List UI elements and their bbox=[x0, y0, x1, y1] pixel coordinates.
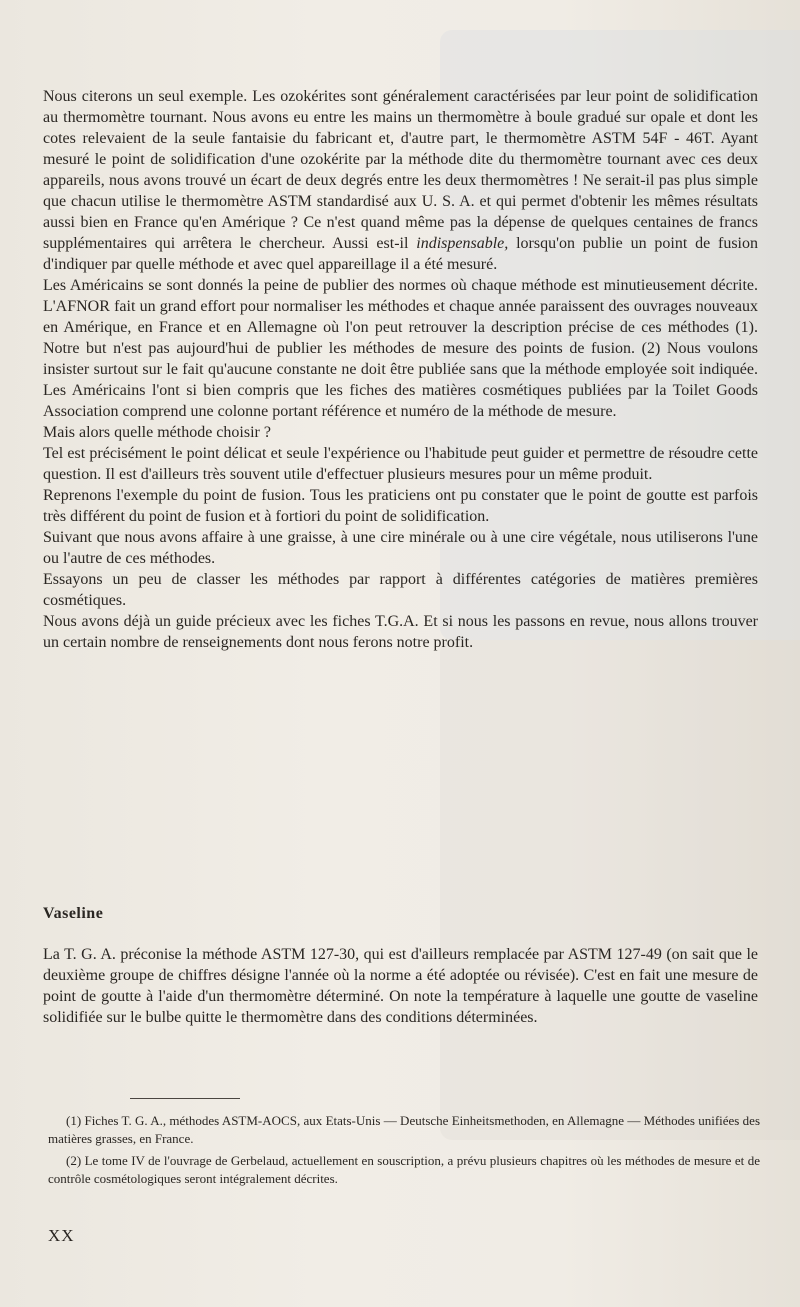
footnote: (2) Le tome IV de l'ouvrage de Gerbelaud, actuellement en souscription, a prévu plusieurs chapitres où les méthodes de mesure et de contrôle cosmétologiques seront intégralement décrites. bbox=[48, 1153, 760, 1186]
paragraph-text: lorsqu'on publie un point de fusion d'indiquer par quelle méthode et avec quel appareillage il a été mesuré. bbox=[43, 235, 758, 273]
show-through-area bbox=[440, 640, 800, 1140]
footnote-divider bbox=[130, 1098, 240, 1099]
section-text bbox=[43, 944, 758, 1028]
paragraph-text: Nous citerons un seul exemple. Les ozokérites sont généralement caractérisées par leur point de solidification au thermomètre tournant. Nous avons eu entre les mains un thermomètre à boule gradué sur opale et dont les cotes relevaient de la seule fantaisie du fabricant et, d'autre part, le thermomètre ASTM 54F - 46T. Ayant mesuré le point de solidification d'une ozokérite par la méthode dite du thermomètre tournant avec ces deux appareils, nous avons trouvé un écart de deux degrés entre les deux thermomètres ! Ne serait-il pas plus simple que chacun utilise le thermomètre ASTM standardisé aux U. S. A. et qui permet d'obtenir les mêmes résultats aussi bien en France qu'en Amérique ? Ce n'est quand même pas la dépense de quelques centaines de francs supplémentaires qui arrêtera le chercheur. Aussi est-il bbox=[43, 88, 758, 252]
italic-text: indispensable, bbox=[416, 235, 509, 252]
paragraph bbox=[43, 86, 758, 275]
page-number: XX bbox=[48, 1226, 75, 1245]
paragraph: Tel est précisément le point délicat et seule l'expérience ou l'habitude peut guider et permettre de résoudre cette question. Il est d'ailleurs très souvent utile d'effectuer plusieurs mesures pour un même produit. bbox=[43, 445, 758, 483]
section-heading: Vaseline bbox=[43, 905, 104, 922]
paragraph: Nous avons déjà un guide précieux avec les fiches T.G.A. Et si nous les passons en revue, nous allons trouver un certain nombre de renseignements dont nous ferons notre profit. bbox=[43, 613, 758, 651]
paragraph: Mais alors quelle méthode choisir ? bbox=[43, 424, 271, 441]
footnotes bbox=[48, 1112, 760, 1192]
paragraph: La T. G. A. préconise la méthode ASTM 127-30, qui est d'ailleurs remplacée par ASTM 127-49 (on sait que le deuxième groupe de chiffres désigne l'année où la norme a été adoptée ou révisée). C'est en fait une mesure de point de goutte à l'aide d'un thermomètre déterminé. On note la température à laquelle une goutte de vaseline solidifiée sur le bulbe quitte le thermomètre dans des conditions déterminées. bbox=[43, 946, 758, 1026]
paragraph: Suivant que nous avons affaire à une graisse, à une cire minérale ou à une cire végétale, nous utiliserons l'une ou l'autre de ces méthodes. bbox=[43, 529, 758, 567]
paragraph: Reprenons l'exemple du point de fusion. Tous les praticiens ont pu constater que le point de goutte est parfois très différent du point de fusion et à fortiori du point de solidification. bbox=[43, 487, 758, 525]
paragraph: Les Américains se sont donnés la peine de publier des normes où chaque méthode est minutieusement décrite. L'AFNOR fait un grand effort pour normaliser les méthodes et chaque année paraissent des ouvrages nouveaux en Amérique, en France et en Allemagne où l'on peut retrouver la description précise de ces méthodes (1). Notre but n'est pas aujourd'hui de publier les méthodes de mesure des points de fusion. (2) Nous voulons insister surtout sur le fait qu'aucune constante ne doit être publiée sans que la méthode employée soit indiquée. Les Américains l'ont si bien compris que les fiches des matières cosmétiques publiées par la Toilet Goods Association comprend une colonne portant référence et numéro de la méthode de mesure. bbox=[43, 277, 758, 420]
main-text bbox=[43, 86, 758, 653]
paragraph: Essayons un peu de classer les méthodes par rapport à différentes catégories de matières premières cosmétiques. bbox=[43, 571, 758, 609]
footnote: (1) Fiches T. G. A., méthodes ASTM-AOCS, aux Etats-Unis — Deutsche Einheitsmethoden, en Allemagne — Méthodes unifiées des matières grasses, en France. bbox=[48, 1113, 760, 1146]
